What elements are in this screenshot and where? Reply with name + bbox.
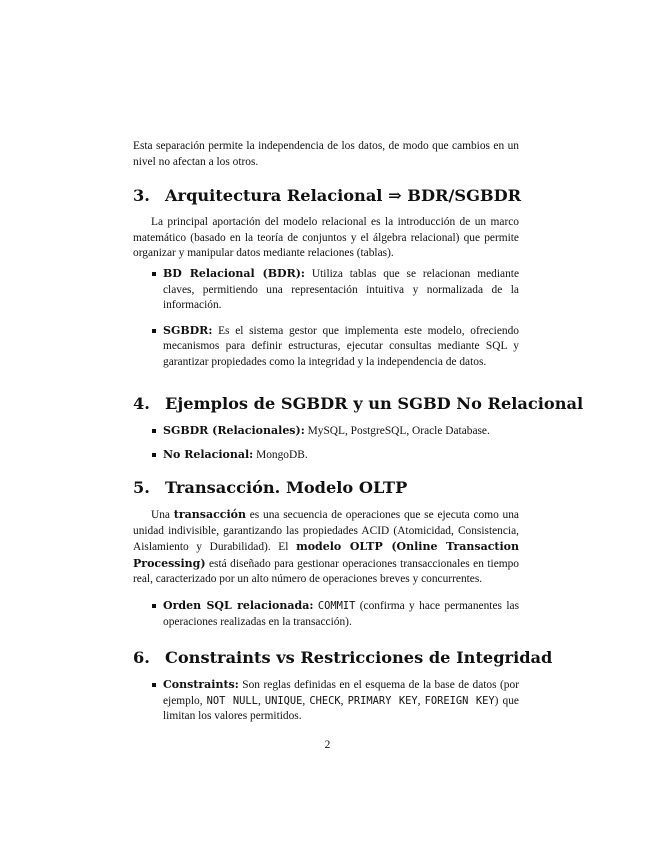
section-title: Arquitectura Relacional ⇒ BDR/SGBDR [165, 186, 522, 205]
item-term: Orden SQL relacionada: [163, 599, 314, 612]
bullet-icon [152, 329, 156, 333]
separator: , [417, 694, 425, 707]
section-4-list [133, 423, 519, 463]
separator: , [340, 694, 348, 707]
page-number: 2 [324, 739, 331, 751]
bold-term: modelo OLTP (Online Transaction Processing) [133, 540, 520, 570]
section-5-paragraph [133, 507, 519, 588]
section-3-list [133, 266, 519, 371]
list-item [133, 447, 519, 464]
section-heading-6 [133, 648, 552, 668]
item-text: Utiliza tablas que se relacionan mediante claves, permitiendo una representación intuitiva y normalizada de la información. [163, 268, 519, 312]
item-term: SGBDR: [163, 323, 213, 337]
section-5-list [133, 598, 519, 630]
list-item [133, 677, 519, 725]
item-text: ) que limitan los valores permitidos. [163, 694, 519, 723]
code-snippet: UNIQUE [264, 694, 303, 707]
section-title: Ejemplos de SGBDR y un SGBD No Relacional [165, 394, 584, 413]
item-term: No Relacional: [163, 447, 254, 461]
bullet-icon [152, 683, 156, 687]
item-text: MongoDB. [253, 448, 308, 461]
section-title: Transacción. Modelo OLTP [165, 478, 408, 497]
section-number: 6. [133, 648, 150, 667]
section-number: 3. [133, 186, 150, 205]
code-snippet: NOT NULL [206, 694, 258, 707]
item-text: MySQL, PostgreSQL, Oracle Database. [304, 425, 490, 437]
bullet-icon [152, 604, 156, 608]
intro-paragraph: Esta separación permite la independencia de los datos, de modo que cambios en un nivel no afectan a los otros. [133, 140, 519, 168]
separator: , [302, 694, 310, 707]
item-term: SGBDR (Relacionales): [163, 424, 305, 437]
item-text: (confirma y hace permanentes las operaciones realizadas en la transacción). [163, 600, 519, 628]
section-3-paragraph: La principal aportación del modelo relacional es la introducción de un marco matemático (basado en la teoría de conjuntos y el álgebra relacional) que permite organizar y manipular datos mediante relaciones (tablas). [133, 216, 519, 260]
item-term: Constraints: [163, 678, 239, 691]
section-heading-3 [133, 186, 521, 206]
section-heading-5 [133, 478, 407, 498]
paragraph-text: es una secuencia de operaciones que se ejecuta como una unidad indivisible, garantizando las propiedades ACID (Atomicidad, Consistencia, Aislamiento y Durabilidad). El [133, 509, 519, 554]
section-number: 4. [133, 394, 150, 413]
bullet-icon [152, 429, 156, 433]
list-item [133, 323, 519, 371]
code-snippet: CHECK [309, 694, 341, 707]
section-number: 5. [133, 478, 150, 497]
section-6-list [133, 677, 519, 725]
item-text: Es el sistema gestor que implementa este modelo, ofreciendo mecanismos para definir estructuras, ejecutar consultas mediante SQL y garantizar propiedades como la integridad y la independencia de datos. [163, 324, 519, 368]
code-snippet: PRIMARY KEY [347, 694, 418, 707]
section-heading-4 [133, 394, 583, 414]
list-item [133, 423, 519, 440]
separator: , [257, 694, 265, 707]
bullet-icon [152, 272, 156, 276]
list-item [133, 598, 519, 630]
code-snippet: COMMIT [317, 600, 356, 612]
list-item [133, 266, 519, 314]
item-text: Son reglas definidas en el esquema de la base de datos (por ejemplo, [163, 679, 519, 707]
bullet-icon [152, 453, 156, 457]
code-snippet: FOREIGN KEY [424, 694, 495, 707]
bold-term: transacción [173, 508, 246, 521]
section-title: Constraints vs Restricciones de Integridad [165, 648, 553, 667]
item-term: BD Relacional (BDR): [163, 267, 305, 280]
paragraph-text: Una [151, 509, 174, 521]
paragraph-text: está diseñado para gestionar operaciones transaccionales en tiempo real, caracterizado por un alto número de operaciones breves y concurrentes. [133, 557, 519, 586]
